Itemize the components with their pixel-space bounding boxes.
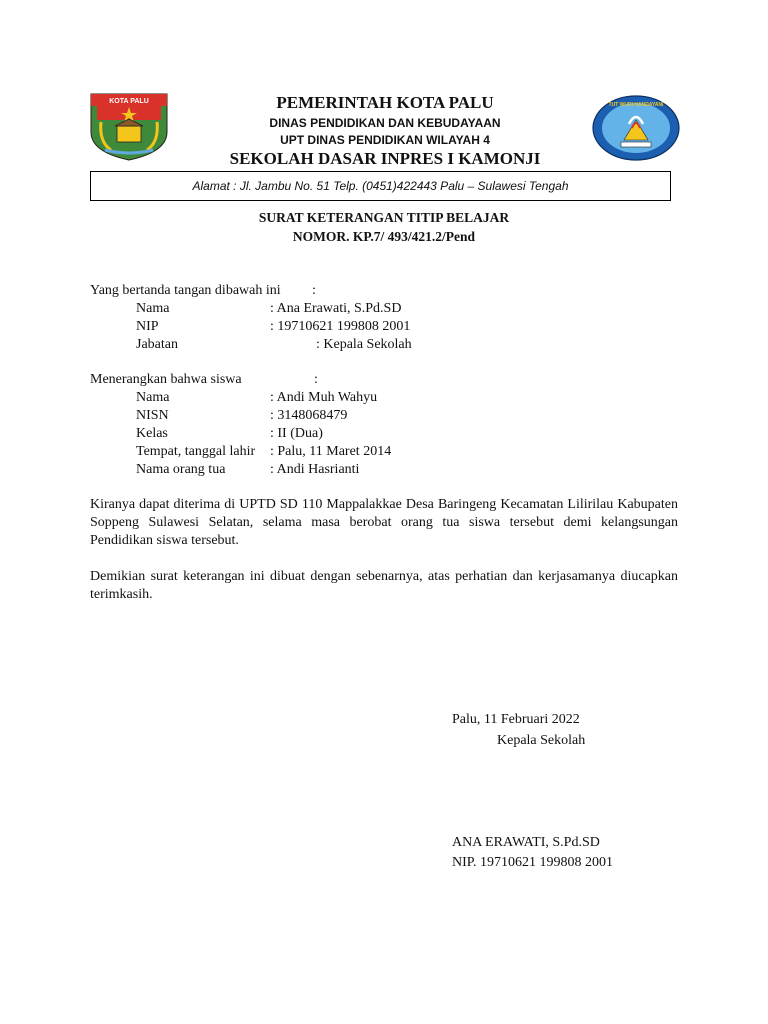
signer-intro: Yang bertanda tangan dibawah ini bbox=[90, 283, 281, 298]
letter-title: SURAT KETERANGAN TITIP BELAJAR bbox=[258, 210, 510, 225]
header-government: PEMERINTAH KOTA PALU bbox=[276, 93, 494, 112]
student-parent-value: : Andi Hasrianti bbox=[270, 462, 360, 477]
signature-place-date: Palu, 11 Februari 2022 bbox=[452, 712, 580, 727]
student-class-value: : II (Dua) bbox=[270, 426, 323, 441]
student-name-value: : Andi Muh Wahyu bbox=[270, 390, 378, 405]
tut-wuri-handayani-emblem-icon bbox=[591, 94, 681, 162]
letter-number: NOMOR. KP.7/ 493/421.2/Pend bbox=[292, 229, 476, 244]
student-class-label: Kelas bbox=[136, 426, 168, 441]
kota-palu-emblem-icon bbox=[89, 92, 169, 162]
signature-position: Kepala Sekolah bbox=[497, 733, 586, 748]
student-parent-label: Nama orang tua bbox=[136, 462, 226, 477]
signer-name-value: : Ana Erawati, S.Pd.SD bbox=[270, 301, 402, 316]
signer-nip-label: NIP bbox=[136, 319, 159, 334]
header-school-name: SEKOLAH DASAR INPRES I KAMONJI bbox=[229, 149, 541, 168]
header-unit: UPT DINAS PENDIDIKAN WILAYAH 4 bbox=[280, 133, 490, 147]
signer-intro-colon: : bbox=[312, 283, 316, 298]
signer-nip-value: : 19710621 199808 2001 bbox=[270, 319, 411, 334]
signer-position-label: Jabatan bbox=[136, 337, 178, 352]
paragraph-request: Kiranya dapat diterima di UPTD SD 110 Mappalakkae Desa Baringeng Kecamatan Lilirilau Kabupaten Soppeng Sulawesi Selatan, selama masa berobat orang tua siswa tersebut demi kelangsungan Pendidikan siswa tersebut. bbox=[90, 497, 678, 548]
student-nisn-label: NISN bbox=[136, 408, 169, 423]
student-intro-colon: : bbox=[314, 372, 318, 387]
school-address: Alamat : Jl. Jambu No. 51 Telp. (0451)422443 Palu – Sulawesi Tengah bbox=[192, 179, 569, 193]
student-name-label: Nama bbox=[136, 390, 170, 405]
student-birth-value: : Palu, 11 Maret 2014 bbox=[270, 444, 392, 459]
svg-text:KOTA PALU: KOTA PALU bbox=[109, 98, 149, 105]
student-nisn-value: : 3148068479 bbox=[270, 408, 348, 423]
address-box bbox=[90, 171, 671, 201]
signer-name-label: Nama bbox=[136, 301, 170, 316]
paragraph-closing: Demikian surat keterangan ini dibuat dengan sebenarnya, atas perhatian dan kerjasamanya diucapkan terimkasih. bbox=[90, 569, 678, 602]
student-intro: Menerangkan bahwa siswa bbox=[90, 372, 242, 387]
signature-nip: NIP. 19710621 199808 2001 bbox=[452, 855, 614, 870]
student-birth-label: Tempat, tanggal lahir bbox=[136, 444, 256, 459]
signature-name: ANA ERAWATI, S.Pd.SD bbox=[452, 835, 600, 850]
signer-position-value: : Kepala Sekolah bbox=[316, 337, 412, 352]
header-department: DINAS PENDIDIKAN DAN KEBUDAYAAN bbox=[269, 116, 501, 130]
svg-text:TUT WURI HANDAYANI: TUT WURI HANDAYANI bbox=[608, 102, 664, 108]
